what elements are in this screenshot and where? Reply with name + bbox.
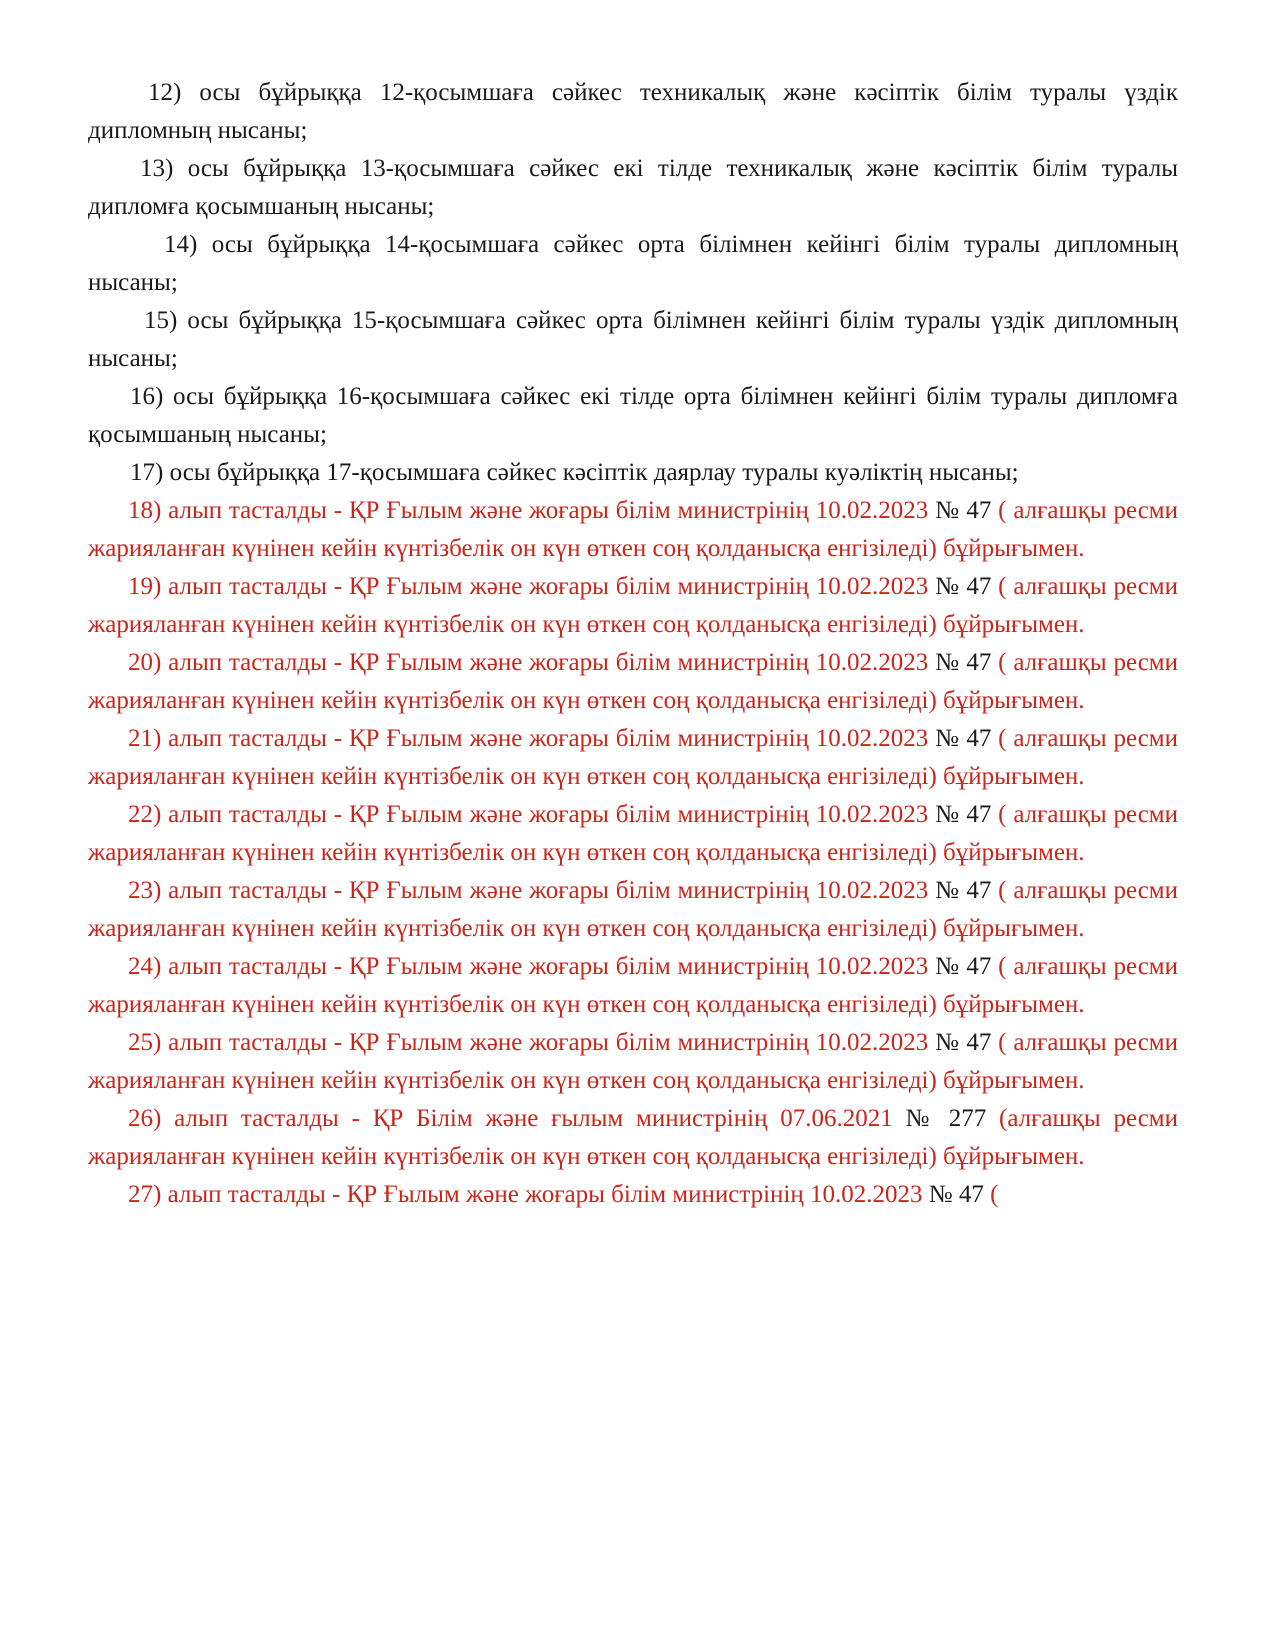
repealed-text: 25) алып тасталды - ҚР Ғылым және жоғары білім министрінің 10.02.2023 (128, 1029, 929, 1056)
repealed-text: 26) алып тасталды - ҚР Білім және ғылым министрінің 07.06.2021 (128, 1105, 893, 1132)
repealed-text: 24) алып тасталды - ҚР Ғылым және жоғары білім министрінің 10.02.2023 (128, 953, 929, 980)
repealed-note: ( алғашқы ресми жарияланған күнінен кейін күнтізбелік он күн өткен соң қолданысқа енгізіледі) бұйрығымен. (88, 573, 1178, 638)
order-number: № 47 (928, 1181, 984, 1208)
repealed-text: 27) алып тасталды - ҚР Ғылым және жоғары білім министрінің 10.02.2023 (128, 1181, 923, 1208)
order-number: № 47 (935, 725, 992, 752)
order-number: № 47 (935, 877, 992, 904)
order-number: № 47 (935, 649, 992, 676)
repealed-text: 20) алып тасталды - ҚР Ғылым және жоғары білім министрінің 10.02.2023 (128, 649, 929, 676)
repealed-item-26 (88, 1100, 1178, 1176)
repealed-text: 18) алып тасталды - ҚР Ғылым және жоғары білім министрінің 10.02.2023 (128, 497, 929, 524)
repealed-note: ( алғашқы ресми жарияланған күнінен кейін күнтізбелік он күн өткен соң қолданысқа енгізіледі) бұйрығымен. (88, 801, 1178, 866)
repealed-note: ( алғашқы ресми жарияланған күнінен кейін күнтізбелік он күн өткен соң қолданысқа енгізіледі) бұйрығымен. (88, 877, 1178, 942)
repealed-note: ( алғашқы ресми жарияланған күнінен кейін күнтізбелік он күн өткен соң қолданысқа енгізіледі) бұйрығымен. (88, 649, 1178, 714)
repealed-item-18 (88, 492, 1178, 568)
list-item-13: 13) осы бұйрыққа 13-қосымшаға сәйкес екі тілде техникалық және кәсіптік білім туралы дипломға қосымшаның нысаны; (88, 155, 1178, 220)
repealed-item-25 (88, 1024, 1178, 1100)
repealed-text: 22) алып тасталды - ҚР Ғылым және жоғары білім министрінің 10.02.2023 (128, 801, 929, 828)
repealed-item-23 (88, 872, 1178, 948)
list-item-12: 12) осы бұйрыққа 12-қосымшаға сәйкес техникалық және кәсіптік білім туралы үздік дипломның нысаны; (88, 79, 1178, 144)
repealed-note: ( алғашқы ресми жарияланған күнінен кейін күнтізбелік он күн өткен соң қолданысқа енгізіледі) бұйрығымен. (88, 497, 1178, 562)
order-number: № 47 (935, 801, 992, 828)
list-item-14: 14) осы бұйрыққа 14-қосымшаға сәйкес орта білімнен кейінгі білім туралы дипломның нысаны; (88, 231, 1178, 296)
order-number: № 47 (935, 953, 992, 980)
list-item-16: 16) осы бұйрыққа 16-қосымшаға сәйкес екі тілде орта білімнен кейінгі білім туралы дипломға қосымшаның нысаны; (88, 383, 1178, 448)
order-number: № 47 (935, 573, 992, 600)
order-number: № 47 (935, 497, 992, 524)
repealed-note: ( алғашқы ресми жарияланған күнінен кейін күнтізбелік он күн өткен соң қолданысқа енгізіледі) бұйрығымен. (88, 1029, 1178, 1094)
order-number: № 47 (935, 1029, 992, 1056)
repealed-item-20 (88, 644, 1178, 720)
repealed-item-21 (88, 720, 1178, 796)
repealed-item-24 (88, 948, 1178, 1024)
document-page (88, 74, 1178, 1214)
repealed-text: 19) алып тасталды - ҚР Ғылым және жоғары білім министрінің 10.02.2023 (128, 573, 929, 600)
list-item-17: 17) осы бұйрыққа 17-қосымшаға сәйкес кәсіптік даярлау туралы куәліктің нысаны; (130, 459, 1019, 486)
repealed-item-27 (88, 1176, 1178, 1214)
list-item-15: 15) осы бұйрыққа 15-қосымшаға сәйкес орта білімнен кейінгі білім туралы үздік дипломның нысаны; (88, 307, 1178, 372)
repealed-item-19 (88, 568, 1178, 644)
repealed-item-22 (88, 796, 1178, 872)
repealed-note: ( алғашқы ресми жарияланған күнінен кейін күнтізбелік он күн өткен соң қолданысқа енгізіледі) бұйрығымен. (88, 953, 1178, 1018)
repealed-text: 21) алып тасталды - ҚР Ғылым және жоғары білім министрінің 10.02.2023 (128, 725, 929, 752)
repealed-note: ( алғашқы ресми жарияланған күнінен кейін күнтізбелік он күн өткен соң қолданысқа енгізіледі) бұйрығымен. (88, 725, 1178, 790)
order-number: № 277 (905, 1105, 987, 1132)
repealed-note: ( (990, 1181, 999, 1208)
repealed-text: 23) алып тасталды - ҚР Ғылым және жоғары білім министрінің 10.02.2023 (128, 877, 929, 904)
repealed-note: (алғашқы ресми жарияланған күнінен кейін күнтізбелік он күн өткен соң қолданысқа енгізіледі) бұйрығымен. (88, 1105, 1178, 1170)
